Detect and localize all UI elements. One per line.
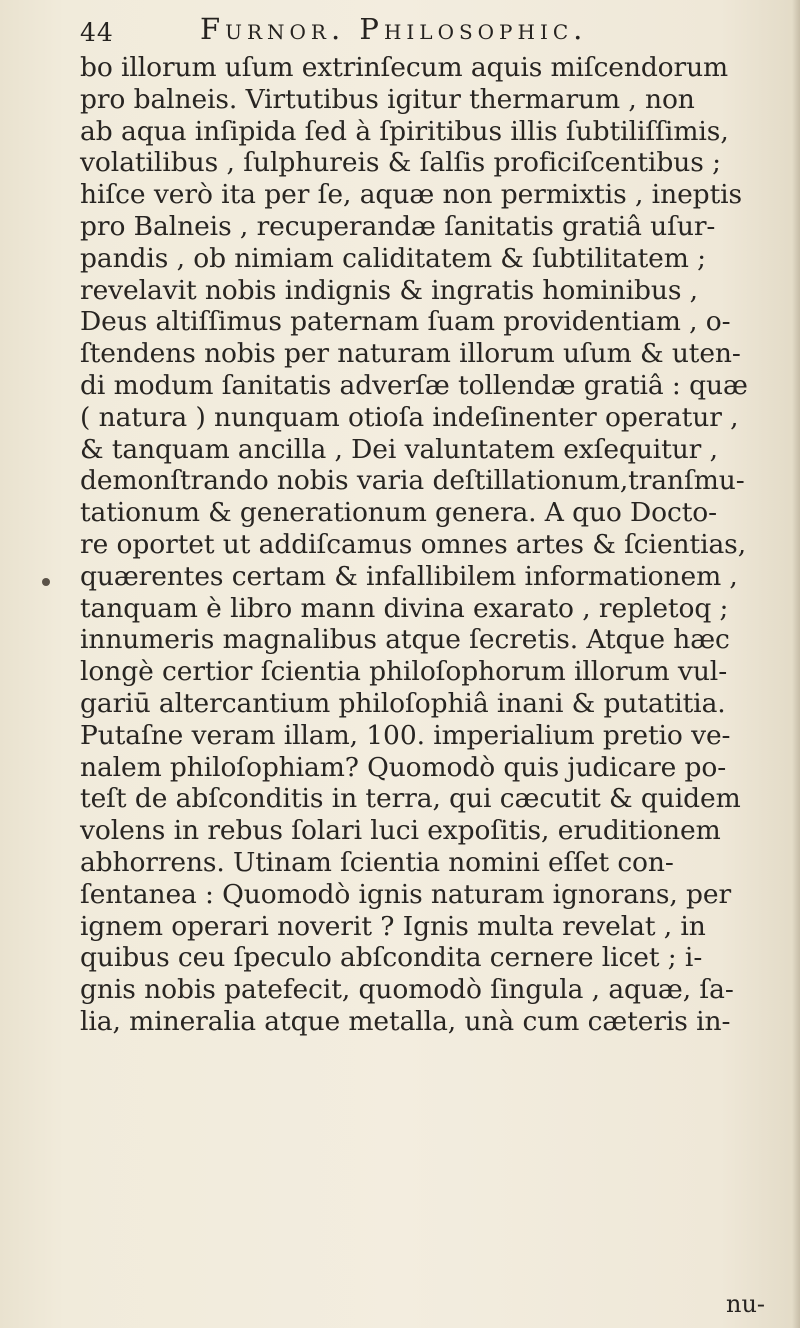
text-line: longè certior ſcientia philoſophorum illorum vul- — [80, 656, 728, 688]
text-line: quibus ceu ſpeculo abſcondita cernere licet ; i- — [80, 942, 703, 974]
text-line: ſentanea : Quomodò ignis naturam ignorans, per — [80, 878, 732, 910]
text-line: demonſtrando nobis varia deſtillationum,tranſmu- — [80, 465, 745, 497]
page-header — [80, 6, 780, 50]
text-line: Putaſne veram illam, 100. imperialium pretio ve- — [80, 719, 731, 751]
text-line: pro Balneis , recuperandæ ſanitatis gratiâ uſur- — [80, 210, 716, 242]
text-line: di modum ſanitatis adverſæ tollendæ gratiâ : quæ — [80, 369, 748, 401]
text-line: gariū altercantium philoſophiâ inani & putatitia. — [80, 687, 726, 719]
text-line: revelavit nobis indignis & ingratis hominibus , — [80, 274, 698, 306]
text-line: ſtendens nobis per naturam illorum uſum & uten- — [80, 338, 741, 370]
text-line: ignem operari noverit ? Ignis multa revelat , in — [80, 910, 706, 942]
text-line: hiſce verò ita per ſe, aquæ non permixtis , ineptis — [80, 179, 743, 211]
text-line: gnis nobis patefecit, quomodò ſingula , aquæ, ſa- — [80, 974, 734, 1006]
text-line: re oportet ut addiſcamus omnes artes & ſcientias, — [80, 528, 747, 560]
text-line: volens in rebus ſolari luci expoſitis, eruditionem — [80, 815, 721, 847]
running-head: Furnor. Philosophic. — [200, 12, 588, 46]
text-line: tanquam è libro mann divina exarato , repletoq ; — [80, 592, 729, 624]
text-line: ( natura ) nunquam otioſa indeſinenter operatur , — [80, 401, 739, 433]
margin-ink-spot — [42, 578, 50, 586]
text-line: lia, mineralia atque metalla, unà cum cæteris in- — [80, 1005, 731, 1037]
text-line: tationum & generationum genera. A quo Docto- — [80, 497, 717, 529]
text-line: ab aqua inſipida ſed à ſpiritibus illis ſubtiliſſimis, — [80, 115, 729, 147]
text-line: bo illorum uſum extrinſecum aquis miſcendorum — [80, 52, 729, 83]
text-line: pandis , ob nimiam caliditatem & ſubtilitatem ; — [80, 242, 706, 274]
page-number: 44 — [80, 18, 114, 47]
body-text — [80, 52, 800, 1038]
text-line: innumeris magnalibus atque ſecretis. Atque hæc — [80, 624, 730, 656]
text-line: pro balneis. Virtutibus igitur thermarum , non — [80, 83, 695, 115]
text-line: abhorrens. Utinam ſcientia nomini eſſet con- — [80, 846, 674, 878]
text-line: Deus altiſſimus paternam ſuam providentiam , o- — [80, 306, 731, 338]
text-line: & tanquam ancilla , Dei valuntatem exſequitur , — [80, 433, 718, 465]
catchword: nu- — [726, 1290, 766, 1318]
text-line: teſt de abſconditis in terra, qui cæcutit & quidem — [80, 783, 741, 815]
text-line: quærentes certam & infallibilem informationem , — [80, 560, 738, 592]
text-line: volatilibus , ſulphureis & ſalſis proficiſcentibus ; — [80, 147, 721, 179]
text-line: nalem philoſophiam? Quomodò quis judicare po- — [80, 751, 727, 783]
